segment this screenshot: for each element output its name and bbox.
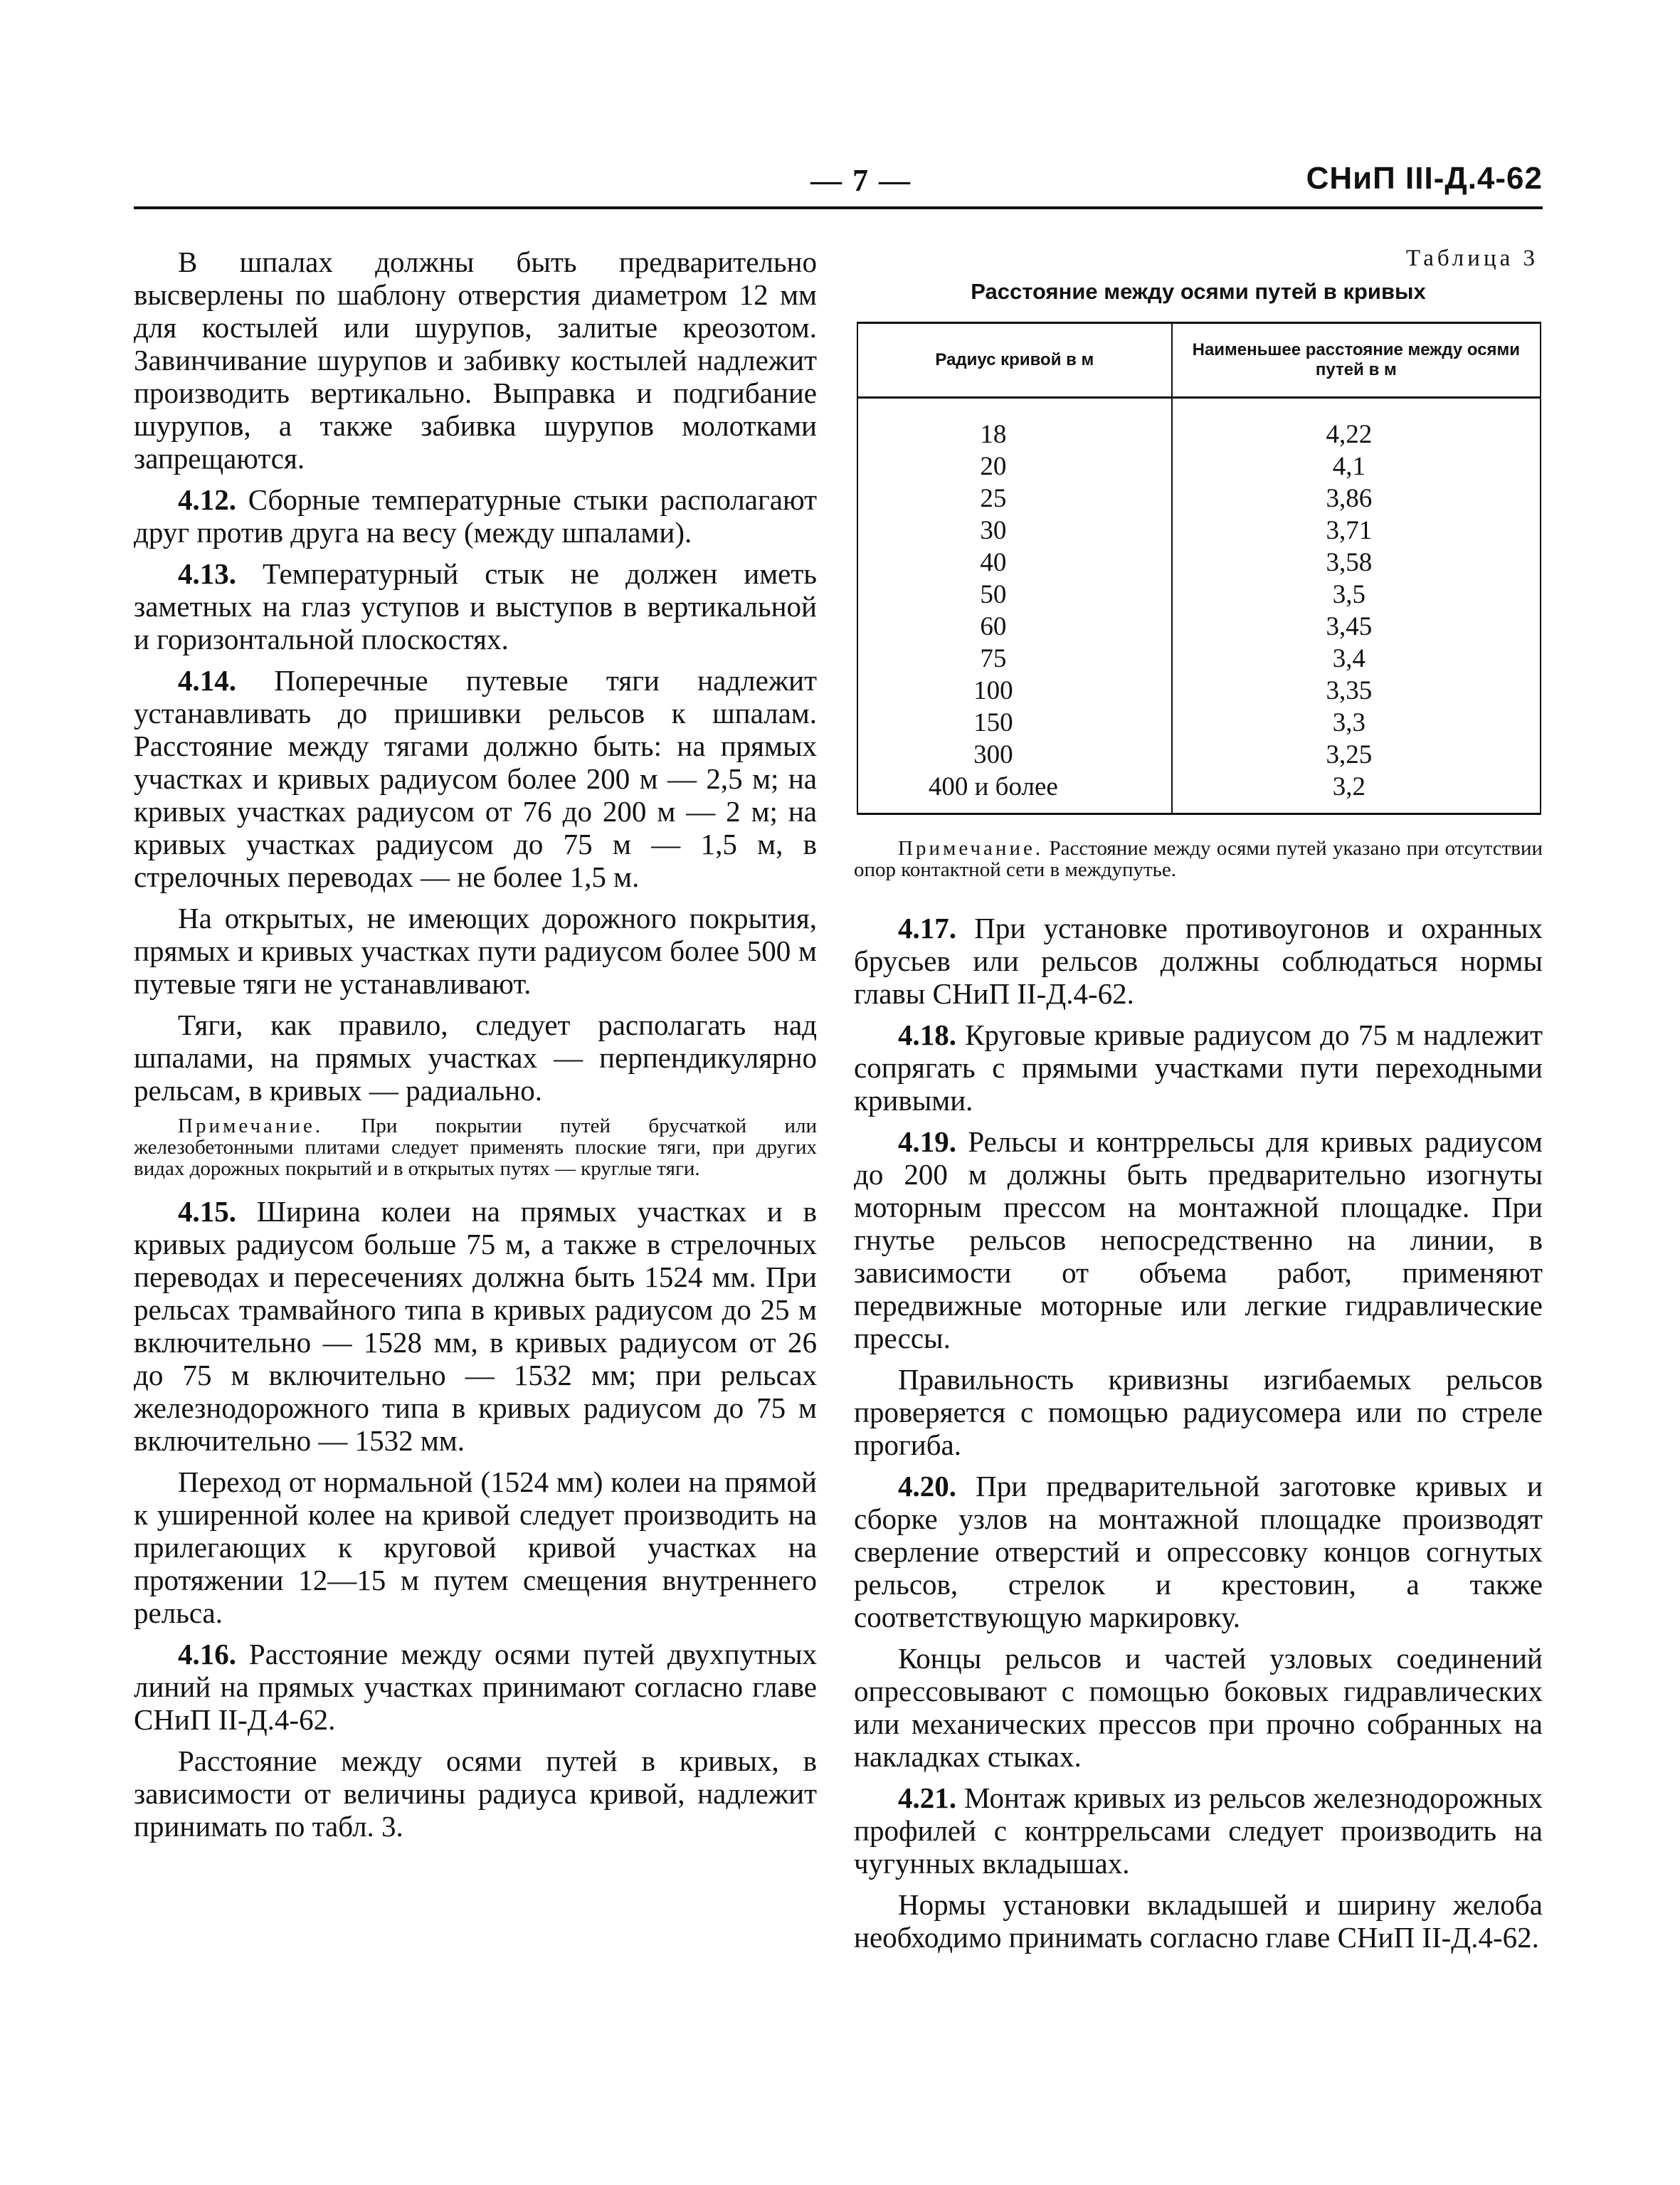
cell-distance: 3,2	[1172, 771, 1540, 814]
cell-distance: 3,4	[1332, 644, 1365, 673]
table-row	[858, 771, 1540, 814]
cell-distance: 3,25	[1326, 740, 1373, 769]
table-row	[858, 739, 1540, 771]
table-header-row	[858, 323, 1540, 398]
paragraph-tie-rods	[134, 1009, 817, 1107]
note-text: При покрытии путей брусчаткой или железобетонными плитами следует применять плоские тяги, при других видах дорожных покрытий и в открытых путях — круглые тяги.	[134, 1115, 817, 1180]
document-code: СНиП III-Д.4-62	[1306, 161, 1543, 196]
cell-distance: 3,86	[1326, 484, 1373, 513]
curve-spacing-table	[858, 322, 1540, 815]
cell-distance: 3,71	[1326, 516, 1373, 545]
paragraph-4-13	[134, 557, 817, 656]
cell-radius: 75	[858, 643, 1172, 675]
table-frame	[857, 322, 1541, 815]
cell-radius: 18	[858, 398, 1172, 451]
paragraph-text: Нормы установки вкладышей и ширину желоба необходимо принимать согласно главе СНиП II-Д.4-62.	[854, 1888, 1543, 1954]
paragraph-crimping	[854, 1642, 1543, 1773]
cell-radius: 30	[858, 515, 1172, 547]
paragraph-text: При предварительной заготовке кривых и сборке узлов на монтажной площадке производят сверление отверстий и опрессовку концов согнутых рельсов, стрелок и крестовин, а также соответствующую маркировку.	[854, 1470, 1543, 1633]
paragraph-text: Переход от нормальной (1524 мм) колеи на прямой к уширенной колее на кривой следует производить на прилегающих к круговой кривой участках на протяжении 12—15 м путем смещения внутреннего рельса.	[134, 1465, 817, 1629]
table-title: Расстояние между осями путей в кривых	[971, 279, 1426, 304]
paragraph-text: Монтаж кривых из рельсов железнодорожных профилей с контррельсами следует производить на чугунных вкладышах.	[854, 1781, 1543, 1880]
cell-radius: 20	[858, 451, 1172, 483]
paragraph-4-17	[854, 912, 1543, 1010]
table-row	[858, 707, 1540, 739]
paragraph-shpaly	[134, 246, 817, 475]
table-note	[854, 838, 1543, 880]
cell-radius: 60	[858, 611, 1172, 643]
paragraph-4-20	[854, 1470, 1543, 1633]
paragraph-number: 4.18.	[898, 1018, 956, 1051]
paragraph-text: На открытых, не имеющих дорожного покрытия, прямых и кривых участках пути радиусом более 500 м путевые тяги не устанавливают.	[134, 902, 817, 1000]
paragraph-4-14	[134, 664, 817, 893]
table-row	[858, 451, 1540, 483]
paragraph-text: Круговые кривые радиусом до 75 м надлежит сопрягать с прямыми участками пути переходными кривыми.	[854, 1018, 1543, 1117]
paragraph-4-16	[134, 1638, 817, 1736]
paragraph-curvature-check	[854, 1363, 1543, 1461]
cell-radius: 25	[858, 483, 1172, 515]
paragraph-text: Расстояние между осями путей в кривых, в зависимости от величины радиуса кривой, надлежит принимать по табл. 3.	[134, 1744, 817, 1843]
paragraph-curve-spacing	[134, 1744, 817, 1843]
paragraph-text: В шпалах должны быть предварительно высверлены по шаблону отверстия диаметром 12 мм для костылей или шурупов, залитые креозотом. Завинчивание шурупов и забивку костылей надлежит производить вертикально. Выправка и подгибание шурупов, а также забивка шурупов молотками запрещаются.	[134, 246, 817, 475]
paragraph-gauge-transition	[134, 1465, 817, 1629]
table-row	[858, 579, 1540, 611]
paragraph-4-21	[854, 1781, 1543, 1880]
cell-distance: 3,5	[1332, 580, 1365, 609]
table-header-distance: Наименьшее расстояние между осями путей в м	[1172, 323, 1540, 398]
paragraph-number: 4.17.	[898, 912, 956, 944]
paragraph-number: 4.21.	[898, 1781, 956, 1814]
cell-radius: 100	[858, 675, 1172, 707]
table-row	[858, 398, 1540, 451]
paragraph-4-12	[134, 483, 817, 549]
paragraph-text: Рельсы и контррельсы для кривых радиусом до 200 м должны быть предварительно изогнуты моторным прессом на монтажной площадке. При гнутье рельсов непосредственно на линии, в зависимости от объема работ, применяют передвижные моторные или легкие гидравлические прессы.	[854, 1125, 1543, 1354]
cell-distance: 3,3	[1332, 708, 1365, 737]
table-number: Таблица 3	[1405, 246, 1538, 271]
cell-distance: 3,45	[1326, 612, 1373, 641]
paragraph-number: 4.16.	[178, 1638, 236, 1670]
cell-distance: 4,1	[1332, 452, 1365, 481]
cell-distance: 4,22	[1326, 420, 1373, 449]
paragraph-text: При установке противоугонов и охранных брусьев или рельсов должны соблюдаться нормы главы СНиП II-Д.4-62.	[854, 912, 1543, 1010]
paragraph-text: Правильность кривизны изгибаемых рельсов проверяется с помощью радиусомера или по стреле прогиба.	[854, 1363, 1543, 1461]
table-row	[858, 643, 1540, 675]
cell-radius: 400 и более	[858, 771, 1172, 814]
table-row	[858, 483, 1540, 515]
paragraph-text: Ширина колеи на прямых участках и в кривых радиусом больше 75 м, а также в стрелочных переводах и пересечениях должна быть 1524 мм. При рельсах трамвайного типа в кривых радиусом до 25 м включительно — 1528 мм, в кривых радиусом от 26 до 75 м включительно — 1532 мм; при рельсах железнодорожного типа в кривых радиусом до 75 м включительно — 1532 мм.	[134, 1195, 817, 1457]
cell-radius: 300	[858, 739, 1172, 771]
note-label: Примечание.	[898, 837, 1044, 860]
paragraph-number: 4.13.	[178, 557, 236, 590]
cell-radius: 150	[858, 707, 1172, 739]
note-text: Расстояние между осями путей указано при отсутствии опор контактной сети в междупутье.	[854, 837, 1543, 881]
paragraph-text: Температурный стык не должен иметь заметных на глаз уступов и выступов в вертикальной и горизонтальной плоскостях.	[134, 557, 817, 656]
page-number: — 7 —	[810, 163, 912, 198]
cell-radius: 50	[858, 579, 1172, 611]
note-tie-rods	[134, 1115, 817, 1179]
paragraph-text: Расстояние между осями путей двухпутных линий на прямых участках принимают согласно главе СНиП II-Д.4-62.	[134, 1638, 817, 1736]
paragraph-inserts	[854, 1888, 1543, 1954]
note-label: Примечание.	[178, 1115, 324, 1137]
paragraph-text: Тяги, как правило, следует располагать над шпалами, на прямых участках — перпендикулярно рельсам, в кривых — радиально.	[134, 1009, 817, 1107]
header-rule	[134, 206, 1543, 209]
table-row	[858, 611, 1540, 643]
cell-distance: 3,35	[1326, 676, 1373, 705]
cell-radius: 40	[858, 547, 1172, 579]
paragraph-open-sections	[134, 902, 817, 1000]
paragraph-text: Поперечные путевые тяги надлежит устанавливать до пришивки рельсов к шпалам. Расстояние между тягами должно быть: на прямых участках и кривых радиусом более 200 м — 2,5 м; на кривых участках радиусом от 76 до 200 м — 2 м; на кривых участках радиусом до 75 м — 1,5 м, в стрелочных переводах — не более 1,5 м.	[134, 664, 818, 893]
table-header-radius: Радиус кривой в м	[858, 323, 1172, 398]
paragraph-4-19	[854, 1125, 1543, 1354]
paragraph-4-18	[854, 1018, 1543, 1117]
table-row	[858, 515, 1540, 547]
paragraph-number: 4.19.	[898, 1125, 956, 1158]
paragraph-number: 4.15.	[178, 1195, 236, 1228]
table-row	[858, 675, 1540, 707]
left-column	[134, 246, 817, 1851]
paragraph-number: 4.14.	[178, 664, 236, 697]
cell-distance: 3,58	[1326, 548, 1373, 577]
paragraph-number: 4.12.	[178, 483, 236, 516]
paragraph-text: Концы рельсов и частей узловых соединений опрессовывают с помощью боковых гидравлических или механических прессов при прочно собранных на накладках стыках.	[854, 1642, 1543, 1773]
paragraph-text: Сборные температурные стыки располагают друг против друга на весу (между шпалами).	[134, 483, 818, 549]
paragraph-number: 4.20.	[898, 1470, 956, 1502]
table-row	[858, 547, 1540, 579]
right-column	[854, 246, 1543, 1962]
paragraph-4-15	[134, 1195, 817, 1457]
